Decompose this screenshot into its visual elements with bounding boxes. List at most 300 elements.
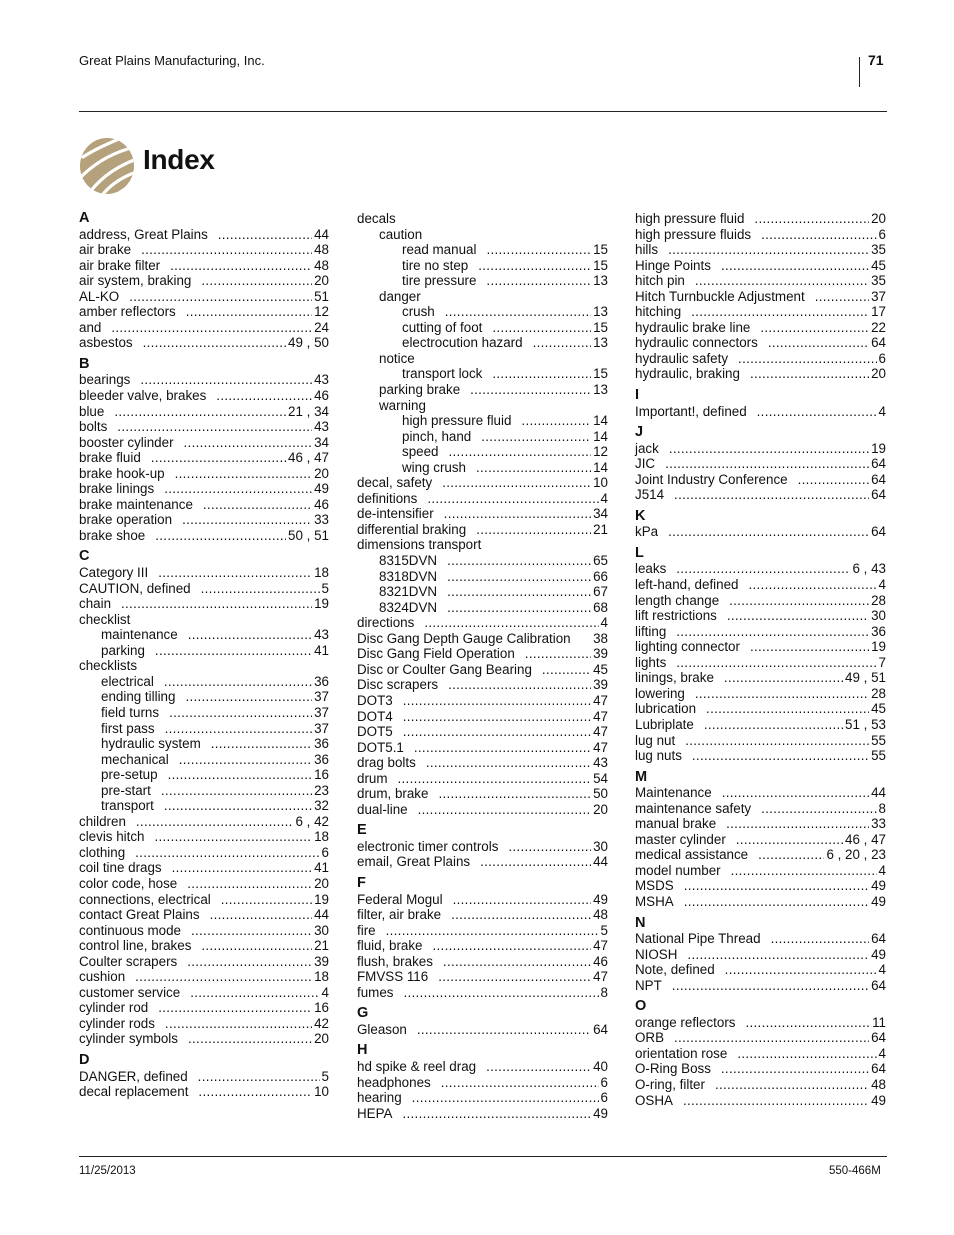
index-entry-pages: 22 [871,319,886,335]
index-entry [79,596,329,612]
index-entry-pages: 64 [871,524,886,540]
index-entry [357,273,608,289]
index-entry [79,481,329,497]
index-entry-pages: 13 [593,382,608,398]
index-entry-pages: 51 , 53 [845,716,886,732]
index-entry [635,258,886,274]
dot-leader [188,627,312,643]
page-number: 71 [868,52,884,68]
index-entry [357,1106,608,1122]
index-entry-term: de-intensifier [357,506,434,522]
index-entry [79,767,329,783]
index-entry [635,816,886,832]
dot-leader [121,596,312,612]
index-entry-pages: 7 [878,654,886,670]
dot-leader [757,404,877,420]
index-entry-term: DOT4 [357,708,393,724]
index-entry [357,907,608,923]
index-entry-term: bleeder valve, brakes [79,388,207,404]
index-entry-term: ending tilling [101,689,176,705]
index-entry-pages: 64 [871,335,886,351]
index-entry-term: J514 [635,487,665,503]
index-entry-term: clevis hitch [79,829,145,845]
index-entry-term: high pressure fluids [635,226,752,242]
index-entry-term: hills [635,242,659,258]
index-entry-term: leaks [635,561,667,577]
index-entry-term: lifting [635,623,667,639]
index-entry [357,677,608,693]
index-entry-pages: 49 [871,878,886,894]
index-entry [79,689,329,705]
index-letter-heading: K [635,507,646,524]
dot-leader [188,1031,312,1047]
index-entry-term: high pressure fluid [402,413,512,429]
index-entry [357,444,608,460]
index-entry-pages: 33 [871,816,886,832]
dot-leader [731,863,877,879]
index-entry-pages: 4 [600,615,608,631]
index-entry-term: Disc Gang Depth Gauge Calibration [357,630,571,646]
index-entry [357,631,608,647]
index-entry-term: cutting of foot [402,319,483,335]
index-entry [79,1069,329,1085]
index-entry-pages: 32 [314,798,329,814]
dot-leader [182,512,312,528]
dot-leader [201,938,312,954]
index-entry [635,1093,886,1109]
index-entry [357,382,608,398]
index-entry [635,701,886,717]
index-entry-pages: 44 [314,226,329,242]
index-entry [79,581,329,597]
index-entry-pages: 34 [593,506,608,522]
dot-leader [386,923,599,939]
dot-leader [447,584,591,600]
index-entry [635,962,886,978]
index-entry [79,752,329,768]
dot-leader [815,289,869,305]
index-entry-term: medical assistance [635,847,749,863]
dot-leader [687,947,869,963]
index-entry [79,814,329,830]
dot-leader [170,258,312,274]
dot-leader [478,258,591,274]
dot-leader [172,860,312,876]
index-entry [79,388,329,404]
index-entry-term: electrical [101,673,154,689]
dot-leader [211,736,312,752]
dot-leader [185,689,312,705]
index-entry-pages: 18 [314,829,329,845]
index-entry-pages: 51 [314,288,329,304]
index-entry [79,783,329,799]
footer-doc-number: 550-466M [829,1165,881,1177]
index-entry-pages: 13 [593,273,608,289]
index-entry-pages: 30 [314,922,329,938]
index-entry-term: National Pipe Thread [635,931,761,947]
index-entry-pages: 21 [314,938,329,954]
index-entry-pages: 15 [593,242,608,258]
dot-leader [158,1000,312,1016]
index-entry-term: Category III [79,565,149,581]
dot-leader [492,320,591,336]
index-entry-pages: 35 [871,242,886,258]
index-entry-pages: 39 [593,646,608,662]
index-column-1 [79,211,329,1100]
index-entry-pages: 48 [593,907,608,923]
index-entry-term: lowering [635,685,685,701]
index-entry-term: cylinder rod [79,1000,149,1016]
index-entry-pages: 66 [593,568,608,584]
index-entry [79,512,329,528]
index-entry-term: brake shoe [79,527,146,543]
index-entry-pages: 14 [593,413,608,429]
dot-leader [179,752,312,768]
index-entry [357,569,608,585]
index-entry [357,1022,608,1038]
index-entry-pages: 45 [871,257,886,273]
index-entry-term: differential braking [357,521,467,537]
index-entry-term: linings, brake [635,670,714,686]
index-entry [79,304,329,320]
dot-leader [427,491,598,507]
page-title: Index [143,144,215,175]
index-entry-pages: 43 [314,419,329,435]
index-entry [79,876,329,892]
index-entry-term: Note, defined [635,962,715,978]
dot-leader [155,643,312,659]
dot-leader [726,816,869,832]
index-entry-pages: 15 [593,319,608,335]
index-entry-term: fumes [357,984,394,1000]
index-entry-term: air brake filter [79,257,161,273]
index-entry [357,755,608,771]
index-entry [635,847,886,863]
dot-leader [761,801,876,817]
index-entry [635,748,886,764]
dot-leader [750,366,869,382]
index-entry-term: pre-start [101,782,151,798]
index-entry-term: high pressure fluid [635,211,745,226]
index-entry [357,335,608,351]
dot-leader [508,839,591,855]
dot-leader [443,954,591,970]
index-entry [357,258,608,274]
index-letter-heading: G [357,1005,369,1022]
index-entry-pages: 37 [314,704,329,720]
dot-leader [668,242,869,258]
dot-leader [135,969,312,985]
index-entry-term: mechanical [101,751,169,767]
index-entry [357,771,608,787]
index-entry-pages: 6 [600,1074,608,1090]
index-entry-pages: 15 [593,257,608,273]
index-entry-pages: 6 , 42 [295,813,329,829]
index-entry-pages: 64 [593,1021,608,1037]
index-entry-term: O-Ring Boss [635,1061,711,1077]
index-entry-term: lighting connector [635,639,740,655]
index-entry [357,709,608,725]
index-entry [635,785,886,801]
index-entry-pages: 64 [871,487,886,503]
index-entry-term: lights [635,654,667,670]
index-entry-term: orange reflectors [635,1014,736,1030]
index-entry-pages: 41 [314,860,329,876]
dot-leader [685,733,869,749]
index-entry-pages: 10 [593,475,608,491]
dot-leader [706,701,869,717]
dot-leader [190,985,319,1001]
dot-leader [210,907,313,923]
index-entry-term: DANGER, defined [79,1068,188,1084]
index-entry-term: Disc or Coulter Gang Bearing [357,661,532,677]
index-entry-term: bearings [79,372,131,388]
index-entry-pages: 12 [314,304,329,320]
index-entry [357,242,608,258]
index-entry [357,460,608,476]
dot-leader [704,717,843,733]
index-entry-term: pinch, hand [402,428,472,444]
dot-leader [141,242,312,258]
index-entry-pages: 34 [314,434,329,450]
dot-leader [521,413,591,429]
dot-leader [438,969,591,985]
dot-leader [418,802,591,818]
index-entry-pages: 43 [314,627,329,643]
index-entry [635,1046,886,1062]
index-entry-term: kPa [635,524,659,540]
index-entry-term: bolts [79,419,108,435]
index-entry-pages: 46 [314,496,329,512]
index-entry [79,736,329,752]
index-entry [357,304,608,320]
index-entry [79,320,329,336]
index-entry-term: AL-KO [79,288,120,304]
index-entry-term: drum, brake [357,786,429,802]
index-entry-pages: 37 [314,720,329,736]
dot-leader [476,522,591,538]
index-entry [635,304,886,320]
dot-leader [442,475,591,491]
index-entry-term: length change [635,592,720,608]
index-entry-term: OSHA [635,1092,673,1108]
index-entry [635,1030,886,1046]
index-entry-term: crush [402,304,435,320]
index-letter-heading: O [635,998,647,1015]
index-entry [79,985,329,1001]
dot-leader [481,429,591,445]
index-entry-term: chain [79,596,112,612]
index-entry-pages: 49 , 51 [845,670,886,686]
dot-leader [470,382,591,398]
index-entry-term: decal, safety [357,475,433,491]
index-entry-pages: 68 [593,599,608,615]
index-entry-pages: 13 [593,335,608,351]
header-divider [859,57,860,87]
index-entry-pages: 49 [314,481,329,497]
dot-leader [533,335,592,351]
index-entry-pages: 64 [871,1030,886,1046]
dot-leader [676,655,876,671]
dot-leader [398,771,592,787]
index-entry-term: NIOSH [635,946,678,962]
index-entry-pages: 49 [593,1105,608,1121]
index-entry-term: brake fluid [79,450,141,466]
index-entry [79,466,329,482]
index-entry-pages: 14 [593,428,608,444]
dot-leader [754,211,869,227]
index-entry [357,366,608,382]
index-entry-term: cylinder symbols [79,1031,178,1047]
dot-leader [441,1075,599,1091]
index-entry [79,242,329,258]
index-letter-heading: J [635,424,644,441]
dot-leader [761,227,876,243]
dot-leader [198,1069,320,1085]
index-entry-pages: 47 [593,724,608,740]
index-entry-term: decal replacement [79,1084,189,1100]
index-entry [635,561,886,577]
index-entry-term: color code, hose [79,875,178,891]
index-entry-term: model number [635,862,721,878]
index-entry [79,1000,329,1016]
dot-leader [203,497,312,513]
index-entry [357,938,608,954]
index-entry [635,320,886,336]
index-entry-pages: 44 [871,785,886,801]
index-entry-pages: 24 [314,319,329,335]
index-entry-term: CAUTION, defined [79,580,191,596]
index-entry-term: dual-line [357,801,408,817]
index-entry-pages: 64 [871,456,886,472]
index-entry [79,404,329,420]
index-entry [357,693,608,709]
dot-leader [476,460,591,476]
index-group-heading: danger [379,288,421,304]
dot-leader [727,608,869,624]
index-column-2 [357,211,608,1121]
index-entry [635,608,886,624]
index-entry-term: children [79,813,126,829]
index-entry-term: Disc scrapers [357,677,439,693]
index-entry [79,721,329,737]
index-entry-pages: 39 [593,677,608,693]
dot-leader [169,705,312,721]
index-entry-term: orientation rose [635,1045,728,1061]
index-entry-pages: 35 [871,273,886,289]
index-entry-pages: 4 [878,862,886,878]
index-entry-pages: 47 [593,938,608,954]
index-entry [635,1015,886,1031]
index-letter-heading: L [635,544,644,561]
index-entry-term: fire [357,922,376,938]
index-entry-pages: 65 [593,553,608,569]
index-entry [635,878,886,894]
index-entry-term: parking [101,642,145,658]
dot-leader [492,366,591,382]
index-entry-pages: 64 [871,931,886,947]
index-entry-term: cylinder rods [79,1015,155,1031]
index-entry-term: brake hook-up [79,465,165,481]
dot-leader [417,1022,591,1038]
dot-leader [111,320,312,336]
index-entry [635,670,886,686]
index-entry-term: wing crush [402,459,467,475]
index-entry-term: amber reflectors [79,304,176,320]
dot-leader [403,985,598,1001]
index-entry [79,627,329,643]
index-entry-term: lug nut [635,732,676,748]
index-entry-pages: 6 [321,844,329,860]
index-entry-term: jack [635,440,659,456]
index-entry-term: connections, electrical [79,891,211,907]
index-entry-pages: 47 [593,969,608,985]
index-entry-term: Maintenance [635,785,712,801]
index-entry-term: manual brake [635,816,717,832]
index-entry-term: air brake [79,242,132,258]
dot-leader [445,304,591,320]
index-entry [635,441,886,457]
index-entry-pages: 30 [871,608,886,624]
index-entry-pages: 45 [593,661,608,677]
dot-leader [725,962,877,978]
dot-leader [758,847,824,863]
index-entry-pages: 16 [314,767,329,783]
index-entry-pages: 55 [871,748,886,764]
dot-leader [438,786,591,802]
index-entry [635,931,886,947]
dot-leader [201,581,320,597]
index-entry-pages: 4 [600,490,608,506]
index-entry-pages: 16 [314,1000,329,1016]
dot-leader [738,351,877,367]
index-entry-term: JIC [635,456,656,472]
dot-leader [426,755,591,771]
dot-leader [402,1106,591,1122]
index-entry [79,829,329,845]
header-rule [79,111,887,112]
dot-leader [164,674,312,690]
index-entry-term: speed [402,444,439,460]
index-entry [357,954,608,970]
dot-leader [140,372,312,388]
dot-leader [158,565,312,581]
index-entry-term: brake linings [79,481,155,497]
index-entry-pages: 20 [314,465,329,481]
index-entry [635,894,886,910]
index-entry-pages: 43 [314,372,329,388]
dot-leader [737,1046,876,1062]
index-entry-term: DOT5.1 [357,739,404,755]
index-entry-term: maintenance safety [635,800,752,816]
index-entry-term: electronic timer controls [357,838,499,854]
index-entry-term: 8315DVN [379,553,438,569]
dot-leader [724,670,843,686]
index-entry-term: lift restrictions [635,608,717,624]
footer-date: 11/25/2013 [79,1165,136,1177]
dot-leader [798,472,870,488]
index-entry-term: hd spike & reel drag [357,1058,477,1074]
dot-leader [691,304,869,320]
index-entry-term: drag bolts [357,755,416,771]
index-entry-term: DOT5 [357,724,393,740]
index-entry [79,565,329,581]
index-entry [635,624,886,640]
index-entry [357,320,608,336]
index-entry-pages: 20 [314,875,329,891]
index-entry-pages: 18 [314,969,329,985]
index-entry-pages: 5 [321,580,329,596]
